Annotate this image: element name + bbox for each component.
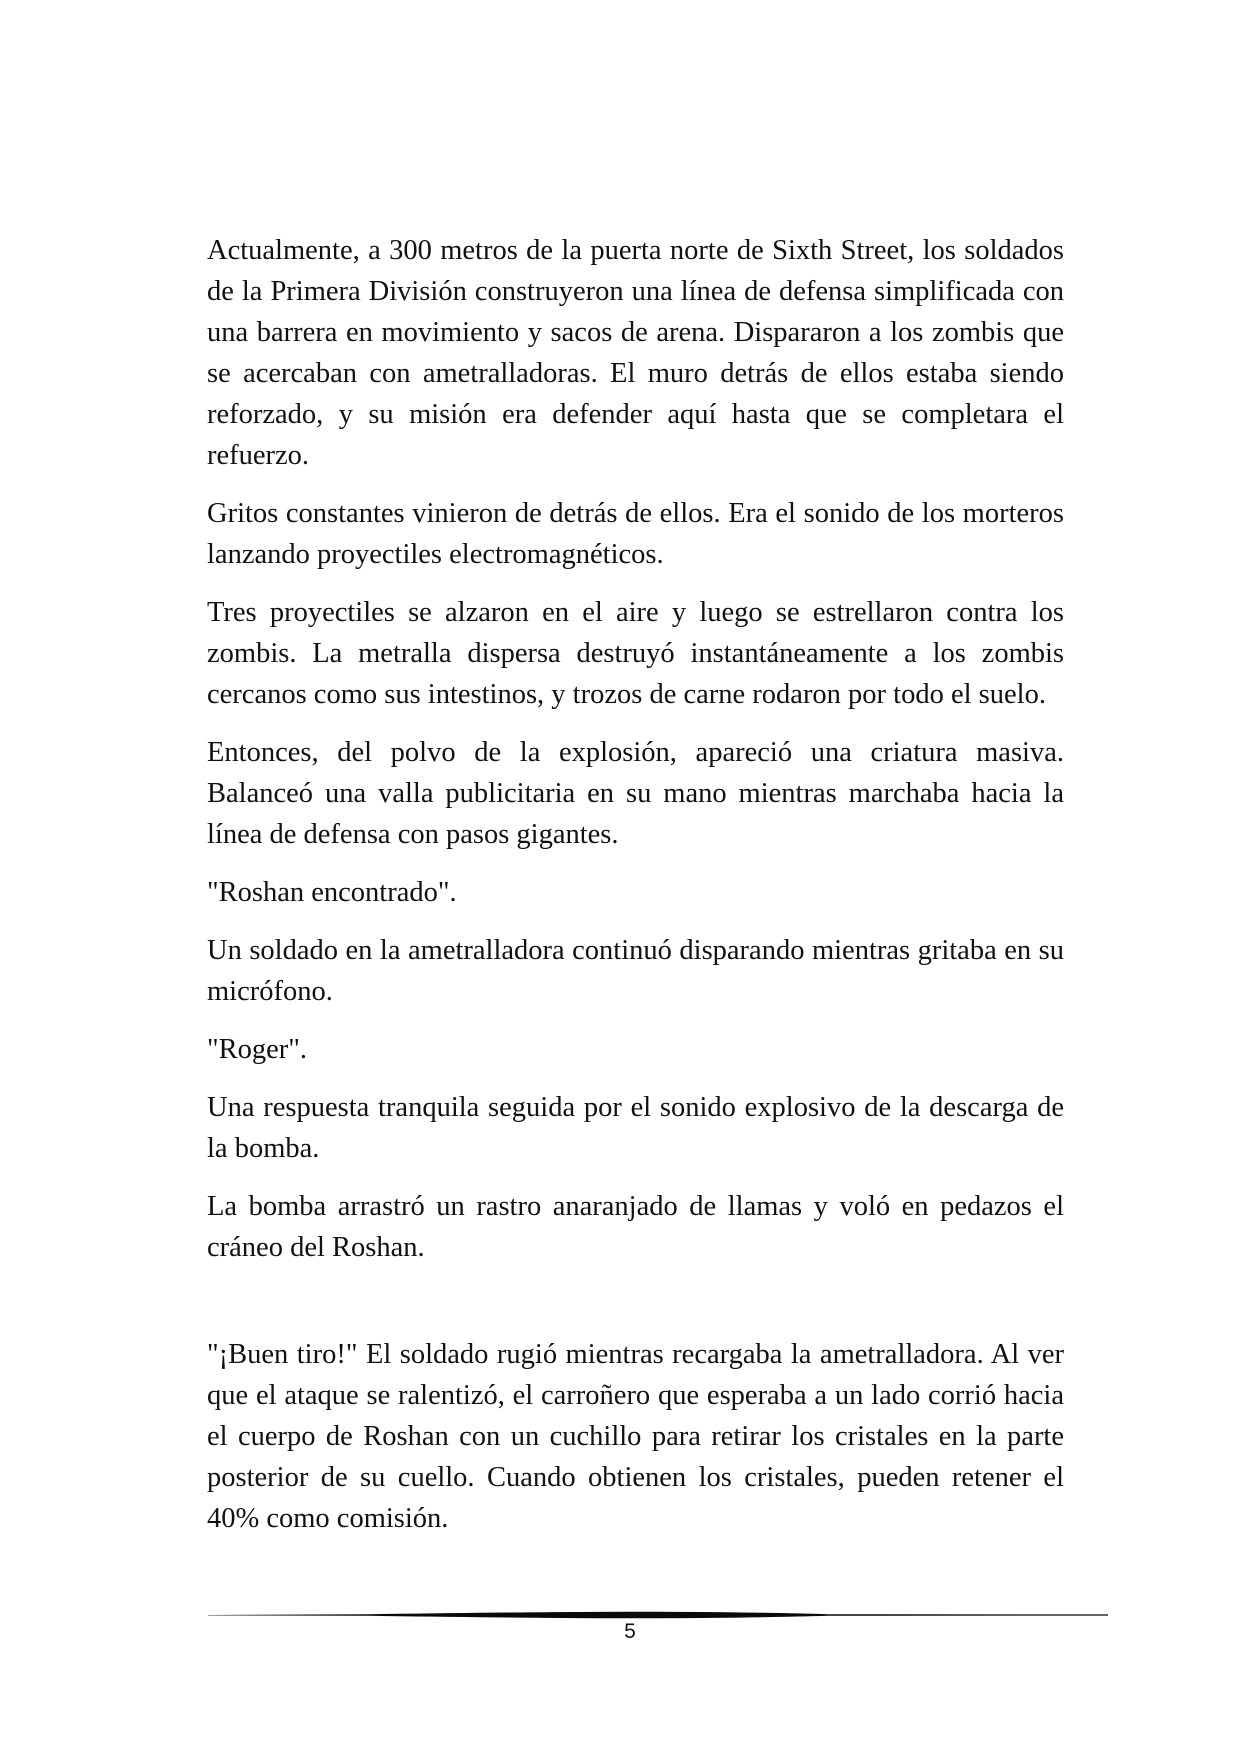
page-number: 5	[624, 1620, 636, 1643]
paragraph-10: "¡Buen tiro!" El soldado rugió mientras recargaba la ametralladora. Al ver que el ataque se ralentizó, el carroñero que esperaba a un lado corrió hacia el cuerpo de Roshan con un cuchillo para retirar los cristales en la parte posterior de su cuello. Cuando obtienen los cristales, pueden retener el 40% como comisión.	[207, 1339, 1064, 1534]
paragraph-9: La bomba arrastró un rastro anaranjado de llamas y voló en pedazos el cráneo del Roshan.	[207, 1191, 1064, 1263]
paragraph-7: "Roger".	[207, 1034, 308, 1065]
paragraph-1: Actualmente, a 300 metros de la puerta norte de Sixth Street, los soldados de la Primera División construyeron una línea de defensa simplificada con una barrera en movimiento y sacos de arena. Dispararon a los zombis que se acercaban con ametralladoras. El muro detrás de ellos estaba siendo reforzado, y su misión era defender aquí hasta que se completara el refuerzo.	[207, 235, 1064, 471]
paragraph-6: Un soldado en la ametralladora continuó disparando mientras gritaba en su micrófono.	[207, 935, 1064, 1007]
paragraph-4: Entonces, del polvo de la explosión, apareció una criatura masiva. Balanceó una valla publicitaria en su mano mientras marchaba hacia la línea de defensa con pasos gigantes.	[207, 737, 1064, 850]
body-text	[207, 230, 1064, 1556]
paragraph-5: "Roshan encontrado".	[207, 877, 457, 908]
paragraph-8: Una respuesta tranquila seguida por el sonido explosivo de la descarga de la bomba.	[207, 1092, 1064, 1164]
paragraph-2: Gritos constantes vinieron de detrás de ellos. Era el sonido de los morteros lanzando proyectiles electromagnéticos.	[207, 498, 1064, 570]
paragraph-3: Tres proyectiles se alzaron en el aire y luego se estrellaron contra los zombis. La metralla dispersa destruyó instantáneamente a los zombis cercanos como sus intestinos, y trozos de carne rodaron por todo el suelo.	[207, 597, 1064, 710]
